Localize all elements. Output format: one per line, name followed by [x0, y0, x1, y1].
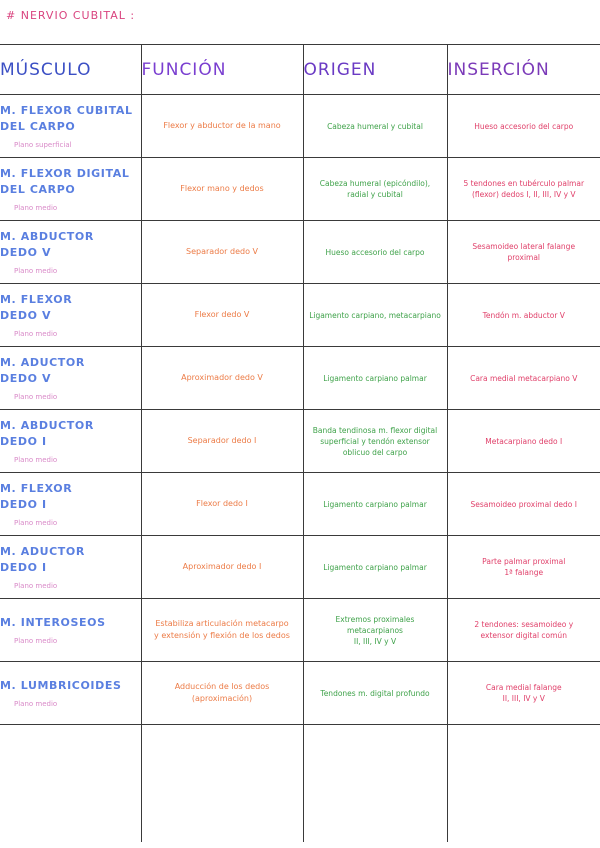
function-cell: Flexor y abductor de la mano	[141, 95, 303, 158]
muscle-cell	[0, 662, 141, 725]
muscle-name: M. FLEXOR DEDO V	[0, 293, 73, 322]
muscle-plane: Plano medio	[14, 700, 58, 708]
muscle-cell	[0, 599, 141, 662]
function-cell: Aproximador dedo V	[141, 347, 303, 410]
function-cell: Flexor dedo V	[141, 284, 303, 347]
table-row	[0, 599, 600, 662]
muscle-plane: Plano medio	[14, 637, 58, 645]
muscle-name: M. ADUCTOR DEDO V	[0, 356, 85, 385]
header-musculo: MÚSCULO	[0, 45, 141, 95]
insertion-cell: Hueso accesorio del carpo	[447, 95, 600, 158]
muscle-cell	[0, 473, 141, 536]
function-cell: Separador dedo V	[141, 221, 303, 284]
origin-cell: Ligamento carpiano palmar	[303, 536, 447, 599]
insertion-cell: 5 tendones en tubérculo palmar (flexor) dedos I, II, III, IV y V	[447, 158, 600, 221]
origin-cell: Cabeza humeral y cubital	[303, 95, 447, 158]
muscle-plane: Plano medio	[14, 330, 58, 338]
origin-cell: Ligamento carpiano, metacarpiano	[303, 284, 447, 347]
muscle-plane: Plano medio	[14, 519, 58, 527]
insertion-cell: Sesamoideo proximal dedo I	[447, 473, 600, 536]
muscle-cell	[0, 347, 141, 410]
table-row	[0, 536, 600, 599]
muscle-plane: Plano superficial	[14, 141, 72, 149]
muscle-name: M. LUMBRICOIDES	[0, 679, 122, 692]
origin-cell: Extremos proximales metacarpianos II, III, IV y V	[303, 599, 447, 662]
muscle-name: M. INTEROSEOS	[0, 616, 106, 629]
header-origen: ORIGEN	[303, 45, 447, 95]
origin-cell: Tendones m. digital profundo	[303, 662, 447, 725]
muscle-name: M. ADUCTOR DEDO I	[0, 545, 85, 574]
table-row	[0, 221, 600, 284]
empty-cell	[303, 725, 447, 843]
muscle-plane: Plano medio	[14, 393, 58, 401]
header-insercion: INSERCIÓN	[447, 45, 600, 95]
function-cell: Separador dedo I	[141, 410, 303, 473]
function-cell: Flexor mano y dedos	[141, 158, 303, 221]
muscle-plane: Plano medio	[14, 267, 58, 275]
muscle-name: M. FLEXOR CUBITAL DEL CARPO	[0, 104, 133, 133]
muscle-name: M. FLEXOR DEDO I	[0, 482, 73, 511]
function-cell: Estabiliza articulación metacarpo y extensión y flexión de los dedos	[141, 599, 303, 662]
insertion-cell: 2 tendones: sesamoideo y extensor digital común	[447, 599, 600, 662]
table-row	[0, 158, 600, 221]
muscle-plane: Plano medio	[14, 456, 58, 464]
table-row	[0, 284, 600, 347]
empty-cell	[141, 725, 303, 843]
table-row	[0, 473, 600, 536]
empty-row	[0, 725, 600, 843]
insertion-cell: Cara medial falange II, III, IV y V	[447, 662, 600, 725]
muscle-cell	[0, 284, 141, 347]
origin-cell: Ligamento carpiano palmar	[303, 347, 447, 410]
muscle-cell	[0, 221, 141, 284]
muscle-plane: Plano medio	[14, 582, 58, 590]
table-row	[0, 347, 600, 410]
empty-cell	[447, 725, 600, 843]
table-row	[0, 662, 600, 725]
insertion-cell: Sesamoideo lateral falange proximal	[447, 221, 600, 284]
muscle-name: M. ABDUCTOR DEDO I	[0, 419, 94, 448]
muscle-name: M. FLEXOR DIGITAL DEL CARPO	[0, 167, 130, 196]
origin-cell: Ligamento carpiano palmar	[303, 473, 447, 536]
muscle-plane: Plano medio	[14, 204, 58, 212]
function-cell: Aproximador dedo I	[141, 536, 303, 599]
muscle-cell	[0, 95, 141, 158]
table-body	[0, 95, 600, 843]
origin-cell: Hueso accesorio del carpo	[303, 221, 447, 284]
table-row	[0, 410, 600, 473]
header-funcion: FUNCIÓN	[141, 45, 303, 95]
header-row	[0, 45, 600, 95]
insertion-cell: Tendón m. abductor V	[447, 284, 600, 347]
insertion-cell: Cara medial metacarpiano V	[447, 347, 600, 410]
function-cell: Flexor dedo I	[141, 473, 303, 536]
muscle-table	[0, 44, 600, 842]
origin-cell: Banda tendinosa m. flexor digital superficial y tendón extensor oblicuo del carpo	[303, 410, 447, 473]
empty-cell	[0, 725, 141, 843]
origin-cell: Cabeza humeral (epicóndilo), radial y cubital	[303, 158, 447, 221]
muscle-cell	[0, 536, 141, 599]
function-cell: Adducción de los dedos (aproximación)	[141, 662, 303, 725]
muscle-name: M. ABDUCTOR DEDO V	[0, 230, 94, 259]
page-title: # NERVIO CUBITAL :	[6, 9, 136, 22]
muscle-cell	[0, 410, 141, 473]
insertion-cell: Parte palmar proximal 1ª falange	[447, 536, 600, 599]
insertion-cell: Metacarpiano dedo I	[447, 410, 600, 473]
table-row	[0, 95, 600, 158]
muscle-cell	[0, 158, 141, 221]
